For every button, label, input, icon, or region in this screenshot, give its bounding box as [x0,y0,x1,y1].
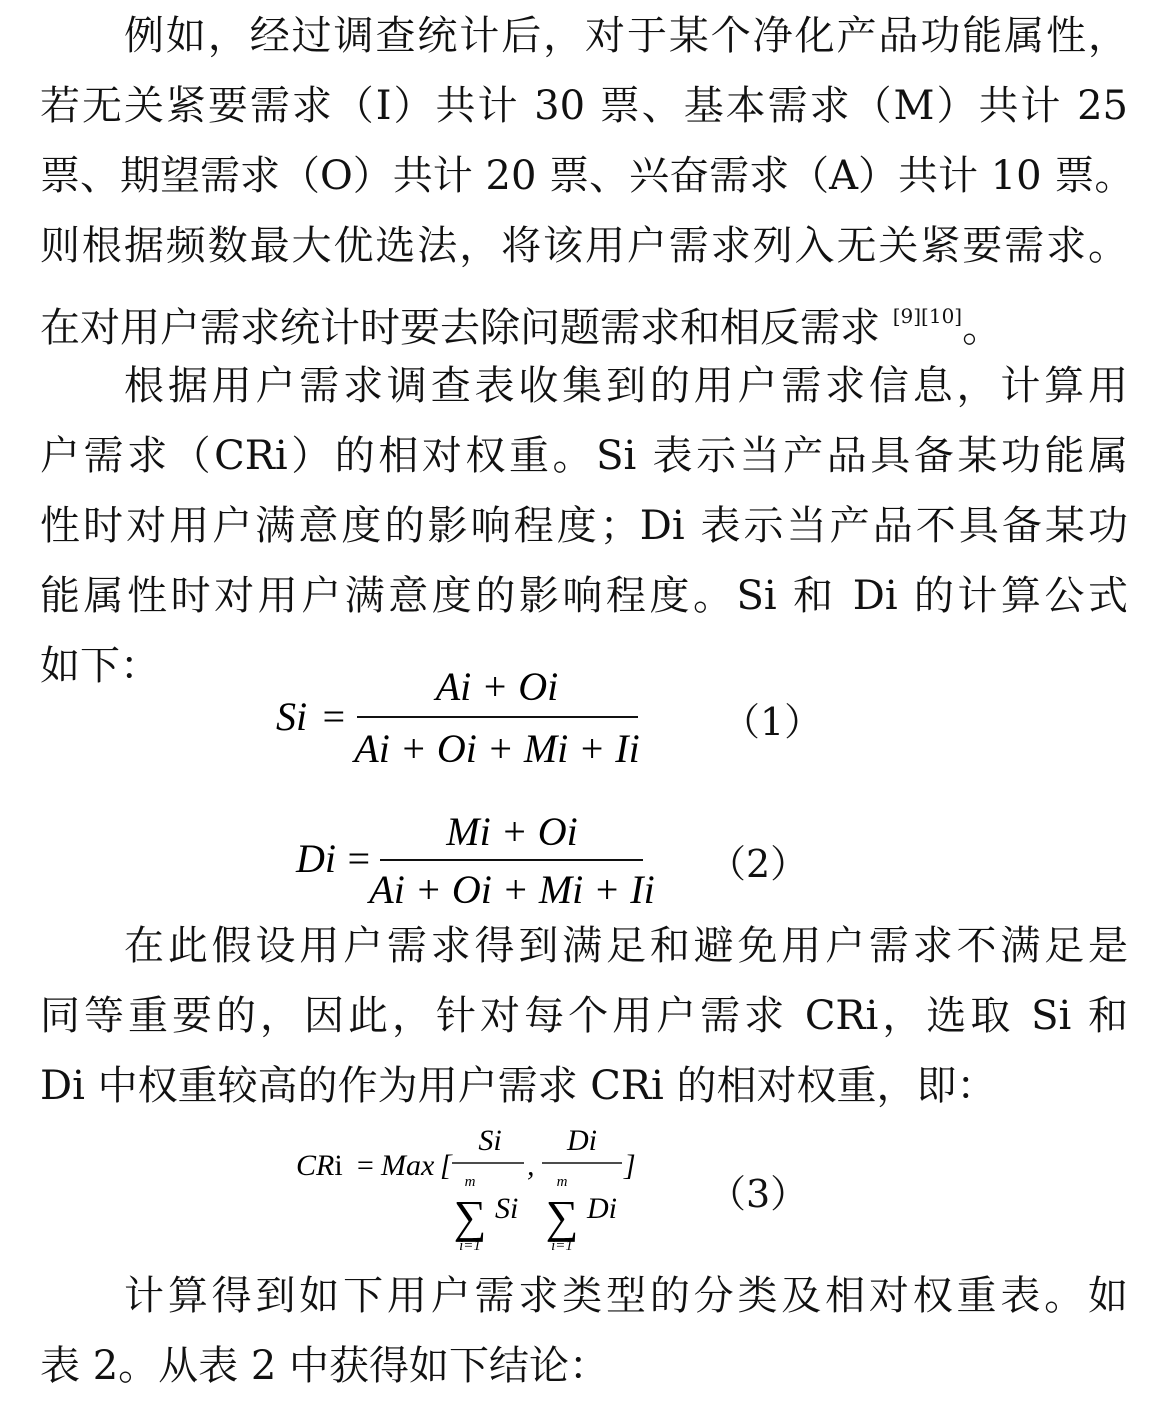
paragraph-4-line-2: 表 2。从表 2 中获得如下结论： [40,1343,610,1389]
equation-3-lhs [296,1149,343,1182]
equation-3-denominator-left: Si [495,1192,519,1225]
paragraph-1-line-3: 票、期望需求（O）共计 20 票、兴奋需求（A）共计 10 票。 [40,153,1135,199]
equation-3-numerator-right: Di [567,1124,597,1157]
equation-3-comma: , [527,1149,535,1182]
equation-2-denominator: Ai + Oi + Mi + Ii [369,867,655,912]
equation-1-numerator: Ai + Oi [435,664,559,709]
equation-3-denominator-right: Di [587,1192,617,1225]
paragraph-1-line-1: 例如，经过调查统计后，对于某个净化产品功能属性， [124,13,1128,59]
equation-3-lhs-italic: CR [296,1149,335,1182]
equation-3-sum-lower-left: i=1 [459,1238,481,1254]
equation-2-numerator: Mi + Oi [446,809,578,854]
equation-3-max: Max [381,1149,435,1182]
equation-2 [295,809,655,912]
equation-1-lhs: Si [276,694,308,739]
equation-1-denominator: Ai + Oi + Mi + Ii [354,726,640,771]
equation-3-sum-upper-left: m [464,1174,476,1190]
equation-3-lhs-roman: i [334,1149,343,1182]
equation-3-sum-upper-right: m [556,1174,568,1190]
equation-1-number: （1） [722,700,823,744]
equation-3-sum-lower-right: i=1 [551,1238,573,1254]
paragraph-2-line-2: 户需求（CRi）的相对权重。Si 表示当产品具备某功能属 [40,433,1128,479]
equation-3-sum-symbol-left: ∑ [453,1191,487,1242]
equation-2-lhs: Di [296,836,336,881]
paragraph-2-line-1: 根据用户需求调查表收集到的用户需求信息，计算用 [124,363,1128,409]
equation-3 [296,1124,636,1254]
paragraph-2-line-3: 性时对用户满意度的影响程度；Di 表示当产品不具备某功 [40,503,1128,549]
paragraph-1-line-5-text: 在对用户需求统计时要去除问题需求和相反需求 [40,305,880,351]
equation-3-sum-symbol-right: ∑ [545,1191,579,1242]
equation-3-numerator-left: Si [478,1124,502,1157]
paragraph-4-line-1: 计算得到如下用户需求类型的分类及相对权重表。如 [124,1273,1128,1319]
equation-2-equals: = [345,836,372,881]
paragraph-1-line-4: 则根据频数最大优选法，将该用户需求列入无关紧要需求。 [40,223,1128,269]
paragraph-3-line-3: Di 中权重较高的作为用户需求 CRi 的相对权重，即： [40,1063,997,1109]
equation-1-equals: = [320,694,347,739]
equation-3-open-bracket: [ [440,1149,452,1182]
citation-marker: [9][10] [892,304,963,328]
paragraph-2-line-4: 能属性时对用户满意度的影响程度。Si 和 Di 的计算公式 [40,573,1128,619]
equation-2-number: （2） [708,842,809,886]
paragraph-1-line-2: 若无关紧要需求（I）共计 30 票、基本需求（M）共计 25 [40,83,1128,129]
equation-3-close-bracket: ] [624,1149,636,1182]
equation-3-number: （3） [708,1172,809,1216]
paragraph-3-line-1: 在此假设用户需求得到满足和避免用户需求不满足是 [124,923,1128,969]
paragraph-2-line-5: 如下： [40,643,160,689]
paragraph-1-line-5-end: 。 [962,305,1003,351]
equation-1 [276,664,640,771]
equation-3-equals: = [355,1149,376,1182]
paragraph-3-line-2: 同等重要的，因此，针对每个用户需求 CRi，选取 Si 和 [40,993,1128,1039]
